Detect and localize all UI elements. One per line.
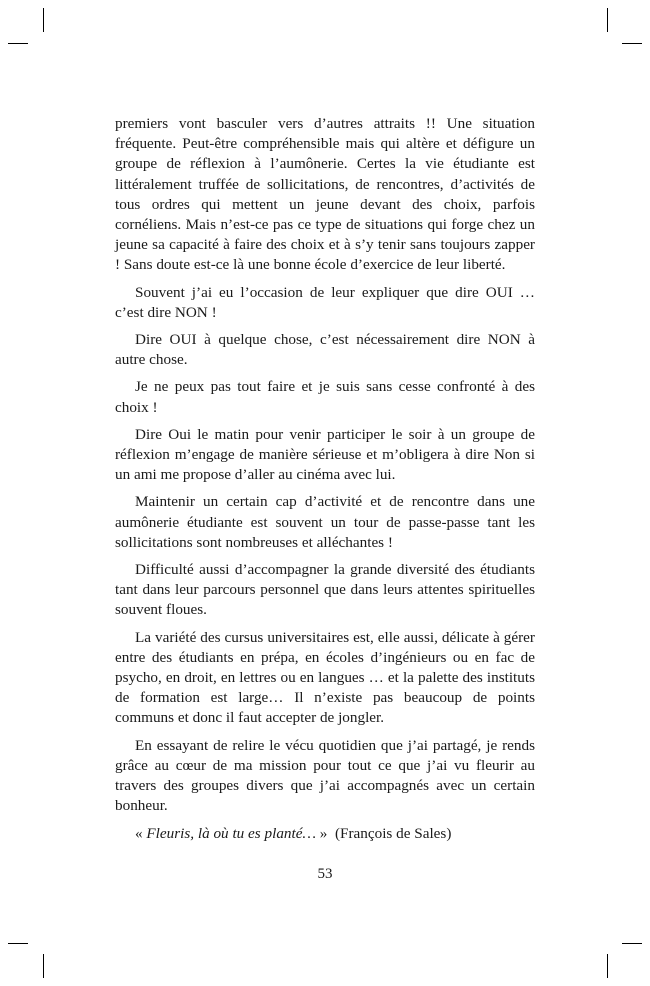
- crop-mark-top-right-vertical: [607, 8, 608, 32]
- quote-text: Fleuris, là où tu es planté…: [146, 824, 316, 842]
- crop-mark-bottom-left-vertical: [43, 954, 44, 978]
- paragraph-7: Difficulté aussi d’accompagner la grande diversité des étudiants tant dans leur parcours personnel que dans leurs attentes spirituelles souvent floues.: [115, 561, 535, 619]
- crop-mark-bottom-left-horizontal: [8, 943, 28, 944]
- quote-close: »: [315, 824, 328, 842]
- quote-attribution: (François de Sales): [334, 824, 452, 842]
- page-number: 53: [317, 866, 333, 882]
- paragraph-8: La variété des cursus universitaires est, elle aussi, délicate à gérer entre des étudiants en prépa, en écoles d’ingénieurs ou en fac de psycho, en droit, en lettres ou en langues … et la palette des instituts de formation est large… Il n’existe pas beaucoup de points communs et donc il faut accepter de jongler.: [115, 628, 535, 727]
- crop-mark-top-right-horizontal: [622, 43, 642, 44]
- paragraph-4: Je ne peux pas tout faire et je suis sans cesse confronté à des choix !: [115, 378, 535, 416]
- crop-mark-bottom-right-horizontal: [622, 943, 642, 944]
- paragraph-5: Dire Oui le matin pour venir participer le soir à un groupe de réflexion m’engage de manière sérieuse et m’obligera à dire Non si un ami me propose d’aller au cinéma avec lui.: [115, 425, 535, 484]
- crop-mark-top-left-vertical: [43, 8, 44, 32]
- paragraph-3: Dire OUI à quelque chose, c’est nécessairement dire NON à autre chose.: [115, 331, 535, 369]
- paragraph-2: Souvent j’ai eu l’occasion de leur expliquer que dire OUI … c’est dire NON !: [115, 283, 535, 321]
- paragraph-1: premiers vont basculer vers d’autres attraits !! Une situation fréquente. Peut-être compréhensible mais qui altère et défigure un groupe de réflexion à l’aumônerie. Certes la vie étudiante est littéralement truffée de sollicitations, de rencontres, d’activités de tous ordres qui mettent un jeune devant des choix, parfois cornéliens. Mais n’est-ce pas ce type de situations qui forge chez un jeune sa capacité à faire des choix et à s’y tenir sans toujours zapper ! Sans doute est-ce là une bonne école d’exercice de leur liberté.: [115, 115, 535, 274]
- closing-quote: [115, 824, 535, 844]
- body-text: [115, 114, 535, 844]
- quote-open: «: [135, 824, 147, 842]
- paragraph-6: Maintenir un certain cap d’activité et de rencontre dans une aumônerie étudiante est souvent un tour de passe-passe tant les sollicitations sont nombreuses et alléchantes !: [115, 493, 535, 551]
- paragraph-9: En essayant de relire le vécu quotidien que j’ai partagé, je rends grâce au cœur de ma mission pour tout ce que j’ai vu fleurir au travers des groupes divers que j’ai accompagnés avec un certain bonheur.: [115, 736, 535, 815]
- crop-mark-top-left-horizontal: [8, 43, 28, 44]
- crop-mark-bottom-right-vertical: [607, 954, 608, 978]
